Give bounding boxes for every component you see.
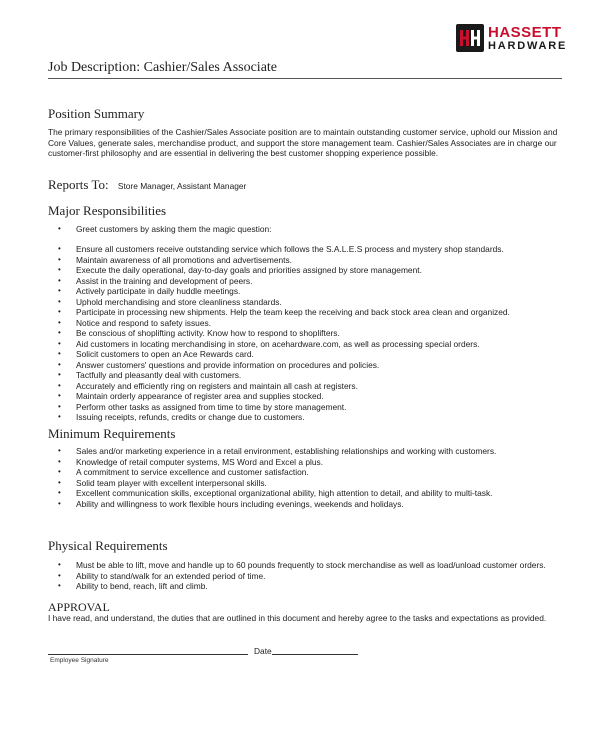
list-item: • Perform other tasks as assigned from time to time by store management. xyxy=(58,402,510,413)
company-logo xyxy=(456,24,567,52)
list-item: • Be conscious of shoplifting activity. Know how to respond to shoplifters. xyxy=(58,328,510,339)
major-responsibilities-list xyxy=(58,244,510,423)
list-item: • Notice and respond to safety issues. xyxy=(58,318,510,329)
list-item: • Answer customers' questions and provide information on procedures and policies. xyxy=(58,360,510,371)
list-item: • Ability and willingness to work flexible hours including evenings, weekends and holidays. xyxy=(58,499,496,510)
list-item: • Maintain orderly appearance of register area and supplies stocked. xyxy=(58,391,510,402)
list-item: • Assist in the training and development of peers. xyxy=(58,276,510,287)
date-line[interactable] xyxy=(272,654,358,655)
list-item: • Solid team player with excellent interpersonal skills. xyxy=(58,478,496,489)
physical-requirements-heading: Physical Requirements xyxy=(48,538,168,553)
hassett-logo-icon xyxy=(456,24,484,52)
reports-to-label: Reports To: xyxy=(48,177,109,192)
list-item: • Ability to bend, reach, lift and climb. xyxy=(58,581,546,592)
date-label: Date xyxy=(254,646,272,656)
reports-to-value: Store Manager, Assistant Manager xyxy=(117,181,247,191)
list-item: • Sales and/or marketing experience in a retail environment, establishing relationships and working with customers. xyxy=(58,446,496,457)
list-item: • Accurately and efficiently ring on registers and maintain all cash at registers. xyxy=(58,381,510,392)
title-divider xyxy=(48,78,562,79)
list-item: • Ensure all customers receive outstanding service which follows the S.A.L.E.S process and mystery shop standards. xyxy=(58,244,510,255)
major-responsibilities-intro-list xyxy=(58,224,272,235)
approval-text: I have read, and understand, the duties that are outlined in this document and hereby agree to the tasks and expectations as provided. xyxy=(48,613,547,623)
position-summary-text: The primary responsibilities of the Cashier/Sales Associate position are to maintain outstanding customer service, uphold our Mission and Core Values, generate sales, merchandise product, and support the store management team. Cashier/Sales Associates are in charge our customer-first philosophy and are essential in delivering the best customer shopping experience possible. xyxy=(48,127,558,158)
signature-line[interactable] xyxy=(48,654,248,655)
list-item: • Ability to stand/walk for an extended period of time. xyxy=(58,571,546,582)
list-item: • A commitment to service excellence and customer satisfaction. xyxy=(58,467,496,478)
logo-name: HASSETT xyxy=(488,23,562,41)
minimum-requirements-heading: Minimum Requirements xyxy=(48,426,176,441)
minimum-requirements-list xyxy=(58,446,496,509)
position-summary-heading: Position Summary xyxy=(48,106,145,121)
document-title: Job Description: Cashier/Sales Associate xyxy=(48,60,278,75)
physical-requirements-list xyxy=(58,560,546,592)
reports-to-row xyxy=(48,177,246,193)
list-item: • Solicit customers to open an Ace Rewards card. xyxy=(58,349,510,360)
approval-heading: APPROVAL xyxy=(48,600,110,614)
list-item: • Uphold merchandising and store cleanliness standards. xyxy=(58,297,510,308)
logo-subname: HARDWARE xyxy=(488,39,568,52)
list-item: • Maintain awareness of all promotions and advertisements. xyxy=(58,255,510,266)
list-item: • Tactfully and pleasantly deal with customers. xyxy=(58,370,510,381)
signature-label: Employee Signature xyxy=(50,657,109,664)
list-item: • Greet customers by asking them the magic question: xyxy=(58,224,272,235)
list-item: • Actively participate in daily huddle meetings. xyxy=(58,286,510,297)
list-item: • Issuing receipts, refunds, credits or change due to customers. xyxy=(58,412,510,423)
list-item: • Excellent communication skills, exceptional organizational ability, high attention to detail, and ability to multi-task. xyxy=(58,488,496,499)
list-item: • Aid customers in locating merchandising in store, on acehardware.com, as well as processing special orders. xyxy=(58,339,510,350)
list-item: • Execute the daily operational, day-to-day goals and priorities assigned by store management. xyxy=(58,265,510,276)
list-item: • Knowledge of retail computer systems, MS Word and Excel a plus. xyxy=(58,457,496,468)
list-item: • Must be able to lift, move and handle up to 60 pounds frequently to stock merchandise as well as load/unload customer orders. xyxy=(58,560,546,571)
major-responsibilities-heading: Major Responsibilities xyxy=(48,203,167,218)
list-item: • Participate in processing new shipments. Help the team keep the receiving and back stock area clean and organized. xyxy=(58,307,510,318)
